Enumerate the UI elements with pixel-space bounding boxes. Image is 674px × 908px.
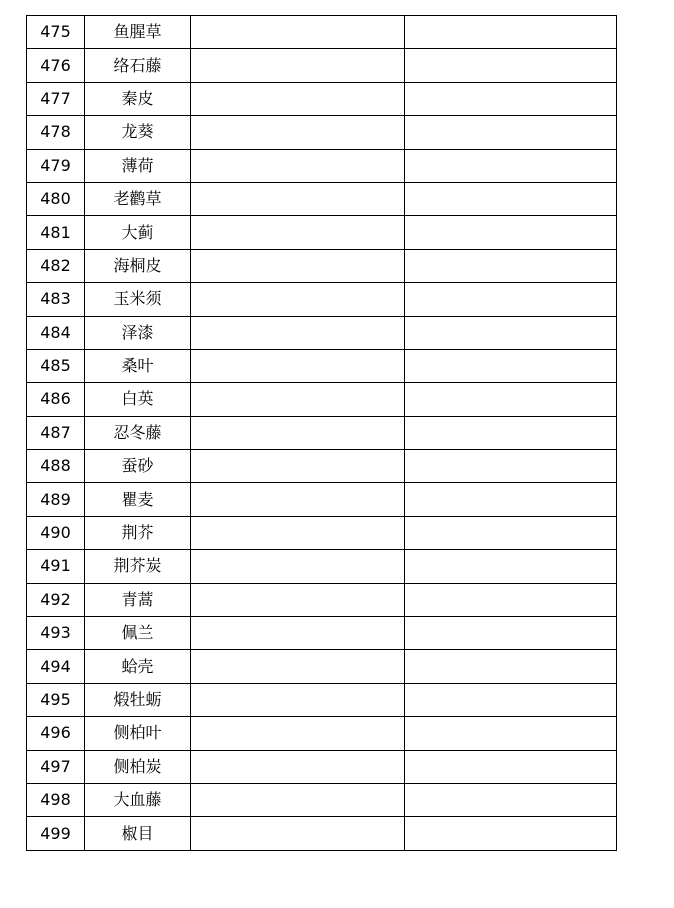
empty-cell — [405, 583, 617, 616]
table-row — [27, 450, 617, 483]
herb-name: 桑叶 — [85, 349, 191, 382]
empty-cell — [191, 116, 405, 149]
empty-cell — [405, 316, 617, 349]
empty-cell — [191, 349, 405, 382]
table-row — [27, 650, 617, 683]
herb-name: 侧柏炭 — [85, 750, 191, 783]
empty-cell — [405, 516, 617, 549]
empty-cell — [191, 182, 405, 215]
empty-cell — [191, 149, 405, 182]
empty-cell — [405, 617, 617, 650]
empty-cell — [191, 450, 405, 483]
empty-cell — [191, 283, 405, 316]
table-row — [27, 550, 617, 583]
herb-table — [26, 15, 617, 851]
table-row — [27, 283, 617, 316]
herb-name: 大蓟 — [85, 216, 191, 249]
empty-cell — [405, 216, 617, 249]
herb-name: 荆芥炭 — [85, 550, 191, 583]
empty-cell — [191, 516, 405, 549]
herb-name: 煅牡蛎 — [85, 683, 191, 716]
row-number: 488 — [27, 450, 85, 483]
empty-cell — [405, 683, 617, 716]
empty-cell — [405, 650, 617, 683]
empty-cell — [405, 182, 617, 215]
herb-name: 忍冬藤 — [85, 416, 191, 449]
table-row — [27, 750, 617, 783]
herb-name: 侧柏叶 — [85, 717, 191, 750]
empty-cell — [191, 617, 405, 650]
empty-cell — [405, 483, 617, 516]
row-number: 483 — [27, 283, 85, 316]
empty-cell — [405, 349, 617, 382]
table-row — [27, 817, 617, 850]
row-number: 493 — [27, 617, 85, 650]
empty-cell — [191, 49, 405, 82]
row-number: 485 — [27, 349, 85, 382]
empty-cell — [191, 82, 405, 115]
empty-cell — [191, 216, 405, 249]
empty-cell — [405, 817, 617, 850]
table-row — [27, 216, 617, 249]
table-row — [27, 82, 617, 115]
table-row — [27, 617, 617, 650]
herb-name: 大血藤 — [85, 783, 191, 816]
empty-cell — [405, 249, 617, 282]
empty-cell — [191, 650, 405, 683]
herb-name: 泽漆 — [85, 316, 191, 349]
row-number: 496 — [27, 717, 85, 750]
row-number: 490 — [27, 516, 85, 549]
herb-name: 秦皮 — [85, 82, 191, 115]
table-row — [27, 182, 617, 215]
herb-name: 瞿麦 — [85, 483, 191, 516]
herb-name: 椒目 — [85, 817, 191, 850]
herb-name: 鱼腥草 — [85, 16, 191, 49]
table-row — [27, 316, 617, 349]
herb-name: 荆芥 — [85, 516, 191, 549]
empty-cell — [405, 49, 617, 82]
row-number: 478 — [27, 116, 85, 149]
herb-name: 蚕砂 — [85, 450, 191, 483]
empty-cell — [191, 550, 405, 583]
empty-cell — [405, 283, 617, 316]
row-number: 484 — [27, 316, 85, 349]
herb-name: 玉米须 — [85, 283, 191, 316]
empty-cell — [191, 683, 405, 716]
table-row — [27, 783, 617, 816]
table-row — [27, 149, 617, 182]
row-number: 480 — [27, 182, 85, 215]
empty-cell — [191, 817, 405, 850]
empty-cell — [191, 783, 405, 816]
herb-name: 海桐皮 — [85, 249, 191, 282]
empty-cell — [405, 450, 617, 483]
row-number: 495 — [27, 683, 85, 716]
herb-name: 佩兰 — [85, 617, 191, 650]
empty-cell — [405, 149, 617, 182]
table-row — [27, 249, 617, 282]
empty-cell — [405, 16, 617, 49]
empty-cell — [191, 16, 405, 49]
row-number: 489 — [27, 483, 85, 516]
row-number: 476 — [27, 49, 85, 82]
empty-cell — [405, 82, 617, 115]
herb-table-body — [27, 16, 617, 851]
empty-cell — [191, 583, 405, 616]
empty-cell — [191, 750, 405, 783]
row-number: 498 — [27, 783, 85, 816]
empty-cell — [191, 249, 405, 282]
table-row — [27, 16, 617, 49]
row-number: 487 — [27, 416, 85, 449]
row-number: 481 — [27, 216, 85, 249]
herb-name: 薄荷 — [85, 149, 191, 182]
table-row — [27, 49, 617, 82]
table-row — [27, 516, 617, 549]
empty-cell — [405, 717, 617, 750]
empty-cell — [191, 383, 405, 416]
row-number: 482 — [27, 249, 85, 282]
row-number: 491 — [27, 550, 85, 583]
herb-name: 络石藤 — [85, 49, 191, 82]
row-number: 494 — [27, 650, 85, 683]
empty-cell — [405, 550, 617, 583]
empty-cell — [405, 383, 617, 416]
empty-cell — [405, 783, 617, 816]
herb-name: 蛤壳 — [85, 650, 191, 683]
row-number: 477 — [27, 82, 85, 115]
row-number: 492 — [27, 583, 85, 616]
herb-name: 白英 — [85, 383, 191, 416]
table-row — [27, 683, 617, 716]
row-number: 479 — [27, 149, 85, 182]
empty-cell — [405, 416, 617, 449]
table-row — [27, 583, 617, 616]
herb-name: 青蒿 — [85, 583, 191, 616]
table-row — [27, 483, 617, 516]
herb-name: 老鹳草 — [85, 182, 191, 215]
table-row — [27, 349, 617, 382]
row-number: 475 — [27, 16, 85, 49]
table-row — [27, 416, 617, 449]
empty-cell — [405, 116, 617, 149]
empty-cell — [405, 750, 617, 783]
empty-cell — [191, 483, 405, 516]
table-row — [27, 116, 617, 149]
row-number: 499 — [27, 817, 85, 850]
herb-name: 龙葵 — [85, 116, 191, 149]
table-row — [27, 383, 617, 416]
row-number: 486 — [27, 383, 85, 416]
row-number: 497 — [27, 750, 85, 783]
empty-cell — [191, 717, 405, 750]
empty-cell — [191, 316, 405, 349]
empty-cell — [191, 416, 405, 449]
table-row — [27, 717, 617, 750]
